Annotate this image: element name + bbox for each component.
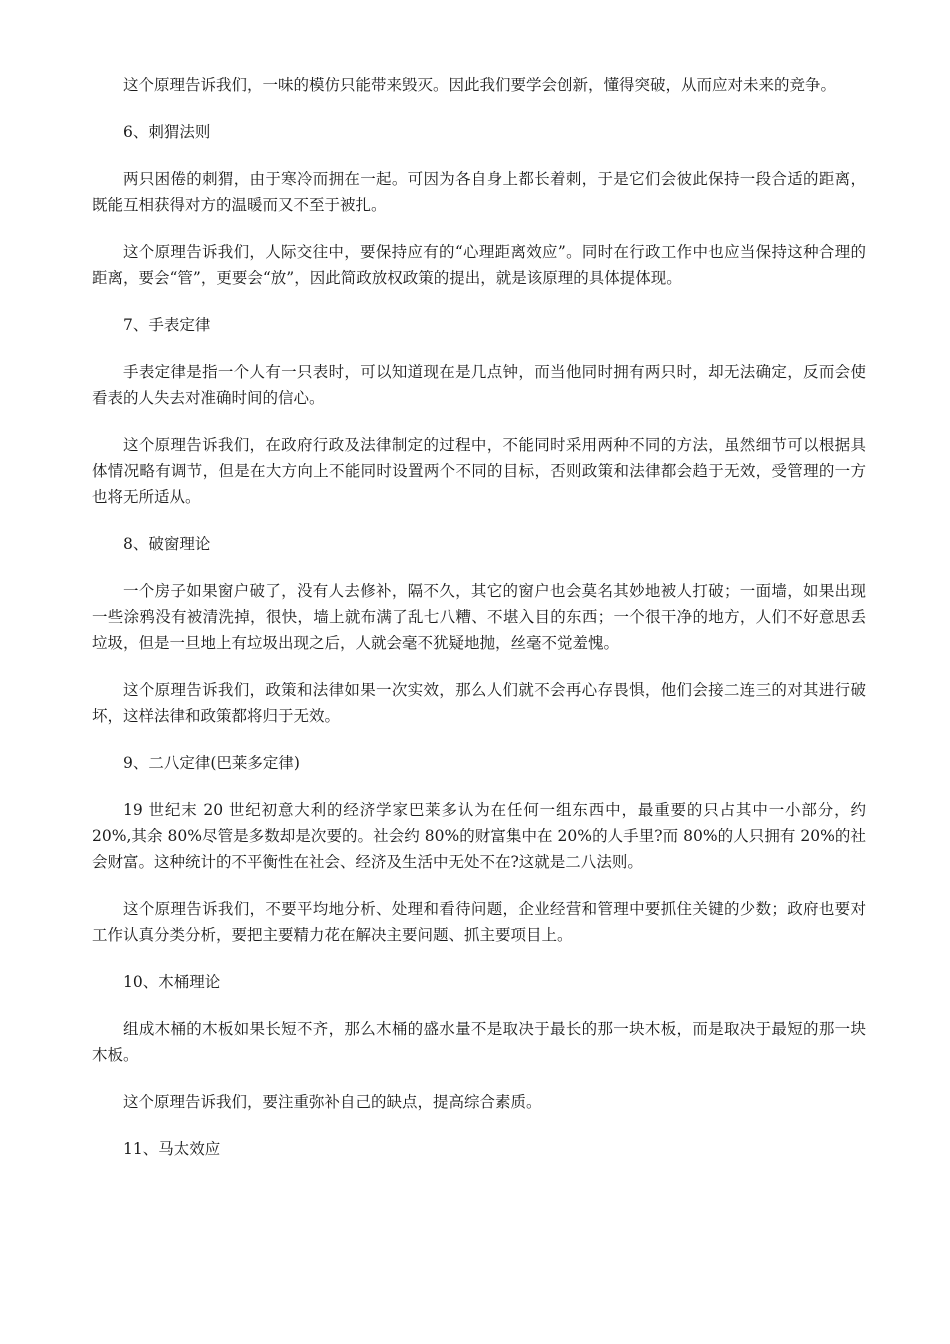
section-heading-broken-window: 8、破窗理论 [123,535,211,553]
paragraph-broken-window-conclusion: 这个原理告诉我们，政策和法律如果一次实效，那么人们就不会再心存畏惧，他们会接二连三的对其进行破坏，这样法律和政策都将归于无效。 [92,681,866,725]
paragraph-watch-description: 手表定律是指一个人有一只表时，可以知道现在是几点钟，而当他同时拥有两只时，却无法确定，反而会使看表的人失去对准确时间的信心。 [92,363,866,407]
section-heading-matthew-effect: 11、马太效应 [123,1140,221,1158]
paragraph-imitation-conclusion: 这个原理告诉我们，一味的模仿只能带来毁灭。因此我们要学会创新，懂得突破，从而应对未来的竞争。 [123,76,837,94]
document-page [92,72,866,1183]
paragraph-hedgehog-conclusion: 这个原理告诉我们，人际交往中，要保持应有的“心理距离效应”。同时在行政工作中也应当保持这种合理的距离，要会“管”，更要会“放”，因此简政放权政策的提出，就是该原理的具体提体现。 [92,243,866,287]
section-heading-hedgehog-rule: 6、刺猬法则 [123,123,211,141]
section-heading-barrel-theory: 10、木桶理论 [123,973,221,991]
paragraph-broken-window-description: 一个房子如果窗户破了，没有人去修补，隔不久，其它的窗户也会莫名其妙地被人打破；一面墙，如果出现一些涂鸦没有被清洗掉，很快，墙上就布满了乱七八糟、不堪入目的东西；一个很干净的地方，人们不好意思丢垃圾，但是一旦地上有垃圾出现之后，人就会毫不犹疑地抛，丝毫不觉羞愧。 [92,582,866,652]
paragraph-pareto-conclusion: 这个原理告诉我们，不要平均地分析、处理和看待问题，企业经营和管理中要抓住关键的少数；政府也要对工作认真分类分析，要把主要精力花在解决主要问题、抓主要项目上。 [92,900,866,944]
paragraph-barrel-conclusion: 这个原理告诉我们，要注重弥补自己的缺点，提高综合素质。 [123,1093,542,1111]
paragraph-barrel-description: 组成木桶的木板如果长短不齐，那么木桶的盛水量不是取决于最长的那一块木板，而是取决于最短的那一块木板。 [92,1020,866,1064]
paragraph-pareto-description: 19 世纪末 20 世纪初意大利的经济学家巴莱多认为在任何一组东西中，最重要的只占其中一小部分，约 20%,其余 80%尽管是多数却是次要的。社会约 80%的财富集中在 20%的人手里?而 80%的人只拥有 20%的社会财富。这种统计的不平衡性在社会、经济及生活中无处不在?这就是二八法则。 [92,801,866,871]
section-heading-pareto-law: 9、二八定律(巴莱多定律) [123,754,300,772]
paragraph-hedgehog-description: 两只困倦的刺猬，由于寒冷而拥在一起。可因为各自身上都长着刺，于是它们会彼此保持一段合适的距离，既能互相获得对方的温暖而又不至于被扎。 [92,170,866,214]
section-heading-watch-law: 7、手表定律 [123,316,211,334]
paragraph-watch-conclusion: 这个原理告诉我们，在政府行政及法律制定的过程中，不能同时采用两种不同的方法，虽然细节可以根据具体情况略有调节，但是在大方向上不能同时设置两个不同的目标，否则政策和法律都会趋于无效，受管理的一方也将无所适从。 [92,436,866,506]
